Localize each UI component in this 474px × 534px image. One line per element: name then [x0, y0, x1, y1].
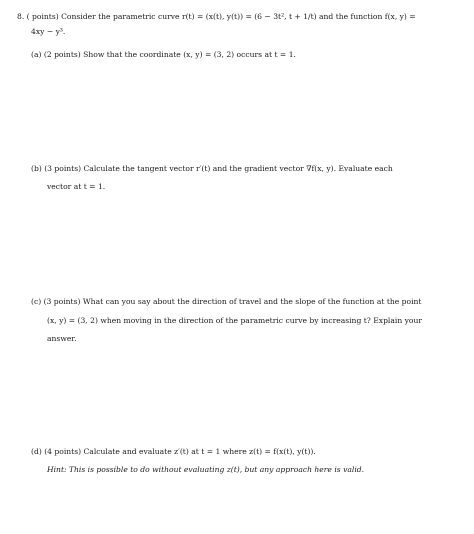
- part-b-line-2: vector at t = 1.: [47, 182, 106, 191]
- problem-statement-line-2: 4xy − y³.: [31, 27, 66, 36]
- part-c-line-2: (x, y) = (3, 2) when moving in the direction of the parametric curve by increasing t? Explain your: [47, 316, 423, 325]
- part-d-hint: Hint: This is possible to do without evaluating z(t), but any approach here is valid.: [47, 465, 365, 474]
- part-d-line-1: (d) (4 points) Calculate and evaluate z′(t) at t = 1 where z(t) = f(x(t), y(t)).: [31, 447, 316, 456]
- part-a-text: (a) (2 points) Show that the coordinate (x, y) = (3, 2) occurs at t = 1.: [31, 50, 296, 59]
- part-c-line-3: answer.: [47, 334, 77, 343]
- part-b-line-1: (b) (3 points) Calculate the tangent vector r′(t) and the gradient vector ∇f(x, y). Evaluate each: [31, 164, 393, 173]
- problem-statement-line-1: 8. ( points) Consider the parametric curve r(t) = (x(t), y(t)) = (6 − 3t², t + 1/t) and the function f(x, y) =: [17, 12, 416, 21]
- part-c-line-1: (c) (3 points) What can you say about the direction of travel and the slope of the function at the point: [31, 297, 422, 306]
